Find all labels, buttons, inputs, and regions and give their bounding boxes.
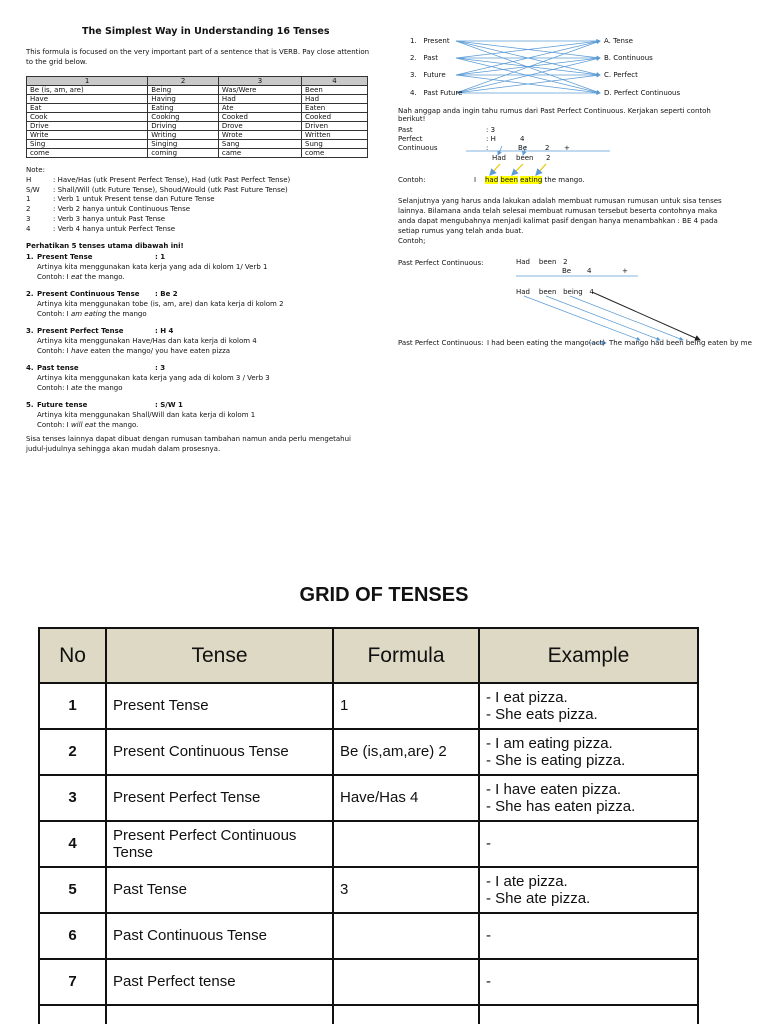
tense-example xyxy=(26,421,376,431)
example-line: - I have eaten pizza. xyxy=(486,780,622,798)
tense-number: 5. xyxy=(26,401,34,409)
verb-cell: coming xyxy=(148,149,219,158)
ppc-be: Be xyxy=(518,144,528,152)
grid-formula-cell xyxy=(333,913,479,959)
grid-tense-cell: Present Tense xyxy=(106,683,333,729)
example-prefix: Contoh: I xyxy=(37,309,71,318)
example-prefix: Contoh: I xyxy=(37,346,71,355)
table-row xyxy=(39,913,698,959)
ppc-had: Had xyxy=(492,154,506,162)
verb-cell: Being xyxy=(148,86,219,95)
grid-title: GRID OF TENSES xyxy=(299,584,469,606)
verb-cell: Be (is, am, are) xyxy=(27,86,148,95)
passive-sentence: The mango had been being eaten by me xyxy=(609,339,752,347)
contoh2-label: Contoh; xyxy=(398,237,426,245)
contoh-been: been xyxy=(500,176,518,184)
tense-name: Present Tense xyxy=(37,253,93,261)
tense-name: Past tense xyxy=(37,364,79,372)
note-key: 4 xyxy=(26,224,31,233)
grid-example-cell xyxy=(479,775,698,821)
verb-cell: Writing xyxy=(148,131,219,140)
verb-col-header: 3 xyxy=(218,77,301,86)
tense-formula: : S/W 1 xyxy=(155,401,183,409)
tense-name: Future tense xyxy=(37,401,88,409)
grid-formula-cell xyxy=(333,1005,479,1024)
tense-number: 2. xyxy=(26,290,34,298)
grid-example-cell xyxy=(479,959,698,1005)
verb-col-header: 1 xyxy=(27,77,148,86)
verb-cell: Was/Were xyxy=(218,86,301,95)
contoh-rest: the mango. xyxy=(544,176,585,184)
tense-number: 4. xyxy=(26,364,34,372)
note-key: 2 xyxy=(26,205,31,214)
verb-cell: Cooking xyxy=(148,113,219,122)
example-verb: have xyxy=(70,346,89,355)
ppc-colon: : xyxy=(486,144,489,152)
tense-grid-table xyxy=(38,627,699,1024)
contoh-sentence xyxy=(474,176,585,184)
ppc-intro: Nah anggap anda ingin tahu rumus dari Past Perfect Continuous. Kerjakan seperti contoh berikut! xyxy=(398,107,711,123)
grid-no-cell: 6 xyxy=(39,913,106,959)
ppc-2: 2 xyxy=(545,144,550,152)
grid-tense-cell: Past Tense xyxy=(106,867,333,913)
grid-no-cell: 5 xyxy=(39,867,106,913)
note-key: 3 xyxy=(26,214,31,223)
grid-tense-cell: Past Continuous Tense xyxy=(106,913,333,959)
passive-row3: Had been being 4 xyxy=(516,288,594,296)
passive-plus: + xyxy=(622,267,628,275)
verb-cell: Eaten xyxy=(302,104,368,113)
contoh-subject: I xyxy=(474,176,477,184)
verb-cell: Written xyxy=(302,131,368,140)
ppc-been: been xyxy=(516,154,534,162)
note-text: : Shall/Will (utk Future Tense), Shoud/Would (utk Past Future Tense) xyxy=(53,185,288,194)
verb-cell: Sung xyxy=(302,140,368,149)
tense-formula: : H 4 xyxy=(155,327,174,335)
example-prefix: Contoh: I xyxy=(37,383,71,392)
verb-cell: Eating xyxy=(148,104,219,113)
tenses-heading: Perhatikan 5 tenses utama dibawah ini! xyxy=(26,242,184,250)
matrix-right-item: A. Tense xyxy=(604,37,633,45)
grid-tense-cell: Past Perfect tense xyxy=(106,959,333,1005)
tense-grid-body xyxy=(39,683,698,1024)
example-verb: am eating xyxy=(70,309,107,318)
ppc-colon-3: : 3 xyxy=(486,126,496,134)
example-prefix: Contoh: I xyxy=(37,420,71,429)
verb-cell: Wrote xyxy=(218,131,301,140)
example-suffix: the mango. xyxy=(96,420,139,429)
verb-cell: Sang xyxy=(218,140,301,149)
example-prefix: Contoh: I xyxy=(37,272,71,281)
verb-cell: come xyxy=(302,149,368,158)
verb-cell: Had xyxy=(302,95,368,104)
example-line: - xyxy=(486,973,491,991)
tense-formula: : 1 xyxy=(155,253,166,261)
table-row xyxy=(39,1005,698,1024)
example-line: - She eats pizza. xyxy=(486,706,598,723)
matrix-right-item: D. Perfect Continuous xyxy=(604,89,681,97)
verb-cell: Cooked xyxy=(302,113,368,122)
grid-col-header: No xyxy=(39,628,106,683)
intro-paragraph: This formula is focused on the very important part of a sentence that is VERB. Pay close attention to the grid below. xyxy=(26,48,370,67)
example-line: - xyxy=(486,835,491,853)
example-verb: ate xyxy=(70,383,83,392)
ppc-label-past: Past xyxy=(398,126,413,134)
example-line: - She is eating pizza. xyxy=(486,752,626,769)
passive-label: Past Perfect Continuous: xyxy=(398,259,484,267)
table-row xyxy=(39,683,698,729)
grid-col-header: Formula xyxy=(333,628,479,683)
grid-tense-cell: Present Continuous Tense xyxy=(106,729,333,775)
verb-col-header: 4 xyxy=(302,77,368,86)
ppc-2b: 2 xyxy=(546,154,551,162)
tense-formula: : 3 xyxy=(155,364,166,372)
ppc-label-continuous: Continuous xyxy=(398,144,438,152)
example-verb: will eat xyxy=(70,420,97,429)
example-line: - I ate pizza. xyxy=(486,872,568,890)
verb-cell: Write xyxy=(27,131,148,140)
note-key: 1 xyxy=(26,195,31,204)
notes-label: Note: xyxy=(26,166,45,174)
grid-no-cell xyxy=(39,1005,106,1024)
tense-name: Present Continuous Tense xyxy=(37,290,140,298)
matrix-left-item: 2. Past xyxy=(410,54,438,62)
example-line: - I eat pizza. xyxy=(486,688,568,706)
verb-cell: Drove xyxy=(218,122,301,131)
ppc-label-perfect: Perfect xyxy=(398,135,423,143)
verb-cell: Singing xyxy=(148,140,219,149)
grid-example-cell xyxy=(479,1005,698,1024)
grid-example-cell xyxy=(479,913,698,959)
tense-heading-line xyxy=(26,401,376,411)
example-line: - She ate pizza. xyxy=(486,890,591,907)
contoh-had: had xyxy=(484,176,499,184)
verb-cell: Had xyxy=(218,95,301,104)
tense-grid-header xyxy=(39,628,698,683)
grid-no-cell: 1 xyxy=(39,683,106,729)
ppc-4: 4 xyxy=(520,135,525,143)
matrix-left-item: 4. Past Future xyxy=(410,89,463,97)
active-sentence: I had been eating the mango(act) xyxy=(487,339,606,347)
tense-description: Artinya kita menggunakan tobe (is, am, are) dan kata kerja di kolom 2 xyxy=(37,299,284,308)
matrix-left-item: 1. Present xyxy=(410,37,450,45)
verb-cell: come xyxy=(27,149,148,158)
example-line: - She has eaten pizza. xyxy=(486,798,636,815)
tense-number: 1. xyxy=(26,253,34,261)
verb-cell: Been xyxy=(302,86,368,95)
note-text: : Verb 3 hanya untuk Past Tense xyxy=(53,214,166,223)
grid-example-cell xyxy=(479,821,698,867)
matrix-right-item: C. Perfect xyxy=(604,71,638,79)
note-text: : Verb 4 hanya untuk Perfect Tense xyxy=(53,224,176,233)
example-verb: eat xyxy=(70,272,83,281)
note-key: H xyxy=(26,175,32,184)
matrix-right-item: B. Continuous xyxy=(604,54,653,62)
grid-tense-cell xyxy=(106,1005,333,1024)
note-key: S/W xyxy=(26,185,40,194)
verb-cell: Driven xyxy=(302,122,368,131)
grid-tense-cell: Present Perfect Tense xyxy=(106,775,333,821)
example-suffix: the mango xyxy=(106,309,147,318)
verb-cell: Have xyxy=(27,95,148,104)
grid-formula-cell xyxy=(333,959,479,1005)
document-title: The Simplest Way in Understanding 16 Tenses xyxy=(82,26,330,37)
verb-cell: Eat xyxy=(27,104,148,113)
contoh-label: Contoh: xyxy=(398,176,426,184)
tense-description: Artinya kita menggunakan kata kerja yang ada di kolom 3 / Verb 3 xyxy=(37,373,270,382)
table-row xyxy=(39,821,698,867)
table-row xyxy=(39,959,698,1005)
grid-formula-cell: Be (is,am,are) 2 xyxy=(333,729,479,775)
verb-cell: Drive xyxy=(27,122,148,131)
verb-cell: Driving xyxy=(148,122,219,131)
example-suffix: the mango. xyxy=(82,272,125,281)
example-suffix: the mango xyxy=(82,383,123,392)
grid-no-cell: 4 xyxy=(39,821,106,867)
tense-description: Artinya kita menggunakan Have/Has dan kata kerja di kolom 4 xyxy=(37,336,257,345)
passive-label2: Past Perfect Continuous: xyxy=(398,339,484,347)
tense-description: Artinya kita menggunakan Shall/Will dan kata kerja di kolom 1 xyxy=(37,410,256,419)
example-line: - xyxy=(486,927,491,945)
grid-no-cell: 7 xyxy=(39,959,106,1005)
grid-example-cell xyxy=(479,867,698,913)
passive-paragraph: Selanjutnya yang harus anda lakukan adalah membuat rumusan rumusan untuk sisa tenses lainnya. Bilamana anda telah selesai membuat rumusan tersebut beserta contohnya maka anda dapat mengubahnya menjadi kalimat pasif dengan hanya menambahkan : BE 4 pada setiap rumus yang telah anda buat. xyxy=(398,197,722,236)
grid-formula-cell xyxy=(333,821,479,867)
tense-description: Artinya kita menggunakan kata kerja yang ada di kolom 1/ Verb 1 xyxy=(37,262,268,271)
grid-tense-cell: Present Perfect Continuous Tense xyxy=(106,821,333,867)
grid-col-header: Tense xyxy=(106,628,333,683)
grid-formula-cell: Have/Has 4 xyxy=(333,775,479,821)
grid-example-cell xyxy=(479,683,698,729)
example-suffix: eaten the mango/ you have eaten pizza xyxy=(88,346,231,355)
grid-example-cell xyxy=(479,729,698,775)
passive-4: 4 xyxy=(587,267,592,275)
grid-no-cell: 2 xyxy=(39,729,106,775)
table-row xyxy=(39,729,698,775)
grid-no-cell: 3 xyxy=(39,775,106,821)
table-row xyxy=(39,775,698,821)
verb-col-header: 2 xyxy=(148,77,219,86)
table-row xyxy=(39,867,698,913)
tense-name: Present Perfect Tense xyxy=(37,327,124,335)
tense-number: 3. xyxy=(26,327,34,335)
note-text: : Verb 1 untuk Present tense dan Future Tense xyxy=(53,195,215,204)
example-line: - I am eating pizza. xyxy=(486,734,613,752)
matrix-left-item: 3. Future xyxy=(410,71,446,79)
ppc-colon-h: : H xyxy=(486,135,496,143)
list-item xyxy=(26,401,376,438)
verb-cell: Ate xyxy=(218,104,301,113)
grid-formula-cell: 1 xyxy=(333,683,479,729)
tense-formula: : Be 2 xyxy=(155,290,178,298)
verb-cell: Cooked xyxy=(218,113,301,122)
verb-cell: Sing xyxy=(27,140,148,149)
note-text: : Have/Has (utk Present Perfect Tense), Had (utk Past Perfect Tense) xyxy=(53,175,291,184)
grid-col-header: Example xyxy=(479,628,698,683)
contoh-eating: eating xyxy=(520,176,543,184)
passive-be: Be xyxy=(562,267,572,275)
outro-paragraph: Sisa tenses lainnya dapat dibuat dengan rumusan tambahan namun anda perlu mengetahui judul-judulnya sehingga akan mudah dalam prosesnya. xyxy=(26,435,351,454)
ppc-plus: + xyxy=(564,144,570,152)
passive-row1: Had been 2 xyxy=(516,258,568,266)
verb-cell: Cook xyxy=(27,113,148,122)
grid-formula-cell: 3 xyxy=(333,867,479,913)
verb-cell: came xyxy=(218,149,301,158)
verb-cell: Having xyxy=(148,95,219,104)
note-text: : Verb 2 hanya untuk Continuous Tense xyxy=(53,205,191,214)
